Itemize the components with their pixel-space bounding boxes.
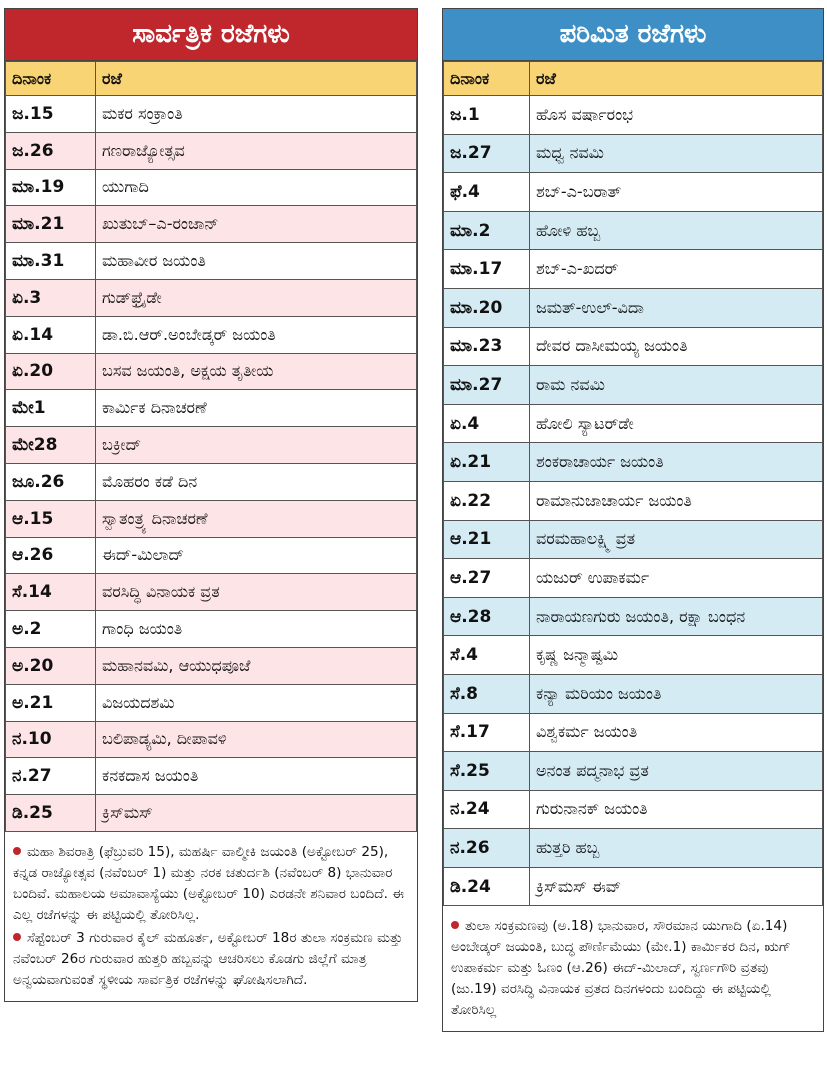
table-row xyxy=(444,173,823,212)
bullet-icon xyxy=(451,921,459,929)
holiday-name: ಗಾಂಧಿ ಜಯಂತಿ xyxy=(96,611,417,648)
bullet-icon xyxy=(13,933,21,941)
table-row xyxy=(444,636,823,675)
holiday-date: ಡಿ.25 xyxy=(6,795,96,832)
table-row xyxy=(444,559,823,598)
table-row xyxy=(444,520,823,559)
holiday-name: ಯುಗಾದಿ xyxy=(96,169,417,206)
table-header-row xyxy=(444,62,823,96)
table-row xyxy=(6,279,417,316)
holiday-column-header: ರಜೆ xyxy=(96,62,417,96)
holiday-date: ಸೆ.25 xyxy=(444,752,530,791)
general-holidays-table xyxy=(5,61,417,832)
holiday-date: ಅ.2 xyxy=(6,611,96,648)
holiday-name: ಗಣರಾಜ್ಯೋತ್ಸವ xyxy=(96,132,417,169)
holiday-date: ಮಾ.27 xyxy=(444,366,530,405)
restricted-holidays-notes xyxy=(443,906,823,1031)
note-item: ಮಹಾ ಶಿವರಾತ್ರಿ (ಫೆಬ್ರುವರಿ 15), ಮಹರ್ಷಿ ವಾಲ್ಮೀಕಿ ಜಯಂತಿ (ಅಕ್ಟೋಬರ್ 25), ಕನ್ನಡ ರಾಜ್ಯೋತ್ಸವ (ನವೆಂಬರ್ 1) ಮತ್ತು ನರಕ ಚತುರ್ದಶಿ (ನವೆಂಬರ್ 8) ಭಾನುವಾರ ಬಂದಿವೆ. ಮಹಾಲಯ ಅಮಾವಾಸ್ಯೆಯು (ಅಕ್ಟೋಬರ್ 10) ಎರಡನೇ ಶನಿವಾರ ಬಂದಿದೆ. ಈ ಎಲ್ಲ ರಜೆಗಳನ್ನು ಈ ಪಟ್ಟಿಯಲ್ಲಿ ತೋರಿಸಿಲ್ಲ. xyxy=(13,843,405,923)
holiday-name: ಖುತುಬ್‌–ಎ-ರಂಜಾನ್ xyxy=(96,206,417,243)
table-row xyxy=(6,721,417,758)
holiday-name: ರಾಮಾನುಜಾಚಾರ್ಯ ಜಯಂತಿ xyxy=(530,481,823,520)
table-row xyxy=(6,353,417,390)
holiday-date: ಜ.27 xyxy=(444,134,530,173)
holiday-date: ನ.24 xyxy=(444,790,530,829)
table-row xyxy=(444,404,823,443)
bullet-icon xyxy=(13,847,21,855)
holiday-date: ಮಾ.2 xyxy=(444,211,530,250)
holiday-name: ಮಹಾವೀರ ಜಯಂತಿ xyxy=(96,243,417,280)
general-holidays-panel xyxy=(4,8,418,1002)
table-row xyxy=(444,713,823,752)
table-row xyxy=(444,288,823,327)
table-row xyxy=(6,463,417,500)
table-row xyxy=(444,250,823,289)
holiday-name: ಕ್ರಿಸ್‌ಮಸ್ ಈವ್ xyxy=(530,867,823,906)
table-row xyxy=(444,867,823,906)
holiday-date: ಏ.4 xyxy=(444,404,530,443)
holiday-name: ಜಮತ್‌-ಉಲ್‌-ವಿದಾ xyxy=(530,288,823,327)
holiday-date: ಏ.22 xyxy=(444,481,530,520)
table-row xyxy=(444,597,823,636)
holiday-date: ಜ.1 xyxy=(444,96,530,135)
holiday-name: ಶಂಕರಾಚಾರ್ಯ ಜಯಂತಿ xyxy=(530,443,823,482)
holiday-name: ಹುತ್ತರಿ ಹಬ್ಬ xyxy=(530,829,823,868)
general-holidays-notes xyxy=(5,832,417,1001)
holiday-name: ಈದ್‌-ಮಿಲಾದ್ xyxy=(96,537,417,574)
holiday-name: ಯಜುರ್ ಉಪಾಕರ್ಮ xyxy=(530,559,823,598)
holiday-date: ಸೆ.8 xyxy=(444,674,530,713)
table-row xyxy=(444,674,823,713)
holiday-name: ಶಬ್‌-ಎ-ಖದರ್ xyxy=(530,250,823,289)
holiday-date: ಆ.27 xyxy=(444,559,530,598)
table-row xyxy=(6,206,417,243)
table-row xyxy=(444,96,823,135)
table-row xyxy=(6,243,417,280)
table-row xyxy=(6,96,417,133)
holiday-date: ಏ.14 xyxy=(6,316,96,353)
holiday-date: ಜ.26 xyxy=(6,132,96,169)
holiday-date: ಏ.3 xyxy=(6,279,96,316)
holiday-name: ಡಾ.ಬಿ.ಆರ್.ಅಂಬೇಡ್ಕರ್ ಜಯಂತಿ xyxy=(96,316,417,353)
table-row xyxy=(444,134,823,173)
holiday-name: ವಿಶ್ವಕರ್ಮ ಜಯಂತಿ xyxy=(530,713,823,752)
holiday-name: ಮಧ್ವ ನವಮಿ xyxy=(530,134,823,173)
holiday-date: ಆ.21 xyxy=(444,520,530,559)
holiday-date: ಏ.21 xyxy=(444,443,530,482)
holiday-date: ಏ.20 xyxy=(6,353,96,390)
table-row xyxy=(6,758,417,795)
holiday-date: ಮೇ1 xyxy=(6,390,96,427)
table-row xyxy=(6,390,417,427)
holiday-name: ಮಕರ ಸಂಕ್ರಾಂತಿ xyxy=(96,96,417,133)
date-column-header: ದಿನಾಂಕ xyxy=(6,62,96,96)
holiday-date: ಅ.20 xyxy=(6,647,96,684)
holiday-date: ಮೇ28 xyxy=(6,427,96,464)
holiday-name: ವರಸಿದ್ಧಿ ವಿನಾಯಕ ವ್ರತ xyxy=(96,574,417,611)
table-row xyxy=(6,574,417,611)
holiday-date: ನ.26 xyxy=(444,829,530,868)
table-row xyxy=(444,327,823,366)
table-row xyxy=(444,211,823,250)
holiday-date: ಆ.26 xyxy=(6,537,96,574)
holiday-name: ವರಮಹಾಲಕ್ಷ್ಮಿ ವ್ರತ xyxy=(530,520,823,559)
table-row xyxy=(6,500,417,537)
table-row xyxy=(444,752,823,791)
holiday-date: ಮಾ.20 xyxy=(444,288,530,327)
holiday-date: ಆ.28 xyxy=(444,597,530,636)
holiday-date: ಸೆ.14 xyxy=(6,574,96,611)
holiday-date: ನ.10 xyxy=(6,721,96,758)
holiday-date: ಡಿ.24 xyxy=(444,867,530,906)
table-row xyxy=(6,537,417,574)
holiday-date: ಜ.15 xyxy=(6,96,96,133)
holiday-name: ಮೊಹರಂ ಕಡೆ ದಿನ xyxy=(96,463,417,500)
holiday-name: ಬಸವ ಜಯಂತಿ, ಅಕ್ಷಯ ತೃತೀಯ xyxy=(96,353,417,390)
holiday-date: ಫೆ.4 xyxy=(444,173,530,212)
holiday-name: ಹೋಳಿ ಹಬ್ಬ xyxy=(530,211,823,250)
table-row xyxy=(444,443,823,482)
holiday-name: ಕನಕದಾಸ ಜಯಂತಿ xyxy=(96,758,417,795)
holiday-date: ಸೆ.4 xyxy=(444,636,530,675)
restricted-holidays-panel xyxy=(442,8,824,1032)
holiday-name: ಕೃಷ್ಣ ಜನ್ಮಾಷ್ಟಮಿ xyxy=(530,636,823,675)
holiday-name: ಗುಡ್‌ಫ್ರೈಡೇ xyxy=(96,279,417,316)
holiday-name: ಅನಂತ ಪದ್ಮನಾಭ ವ್ರತ xyxy=(530,752,823,791)
restricted-holidays-table xyxy=(443,61,823,906)
table-row xyxy=(6,427,417,464)
holiday-name: ಶಬ್‌-ಎ-ಬರಾತ್ xyxy=(530,173,823,212)
table-row xyxy=(444,481,823,520)
holiday-date: ಸೆ.17 xyxy=(444,713,530,752)
holiday-column-header: ರಜೆ xyxy=(530,62,823,96)
table-row xyxy=(444,829,823,868)
holiday-date: ಮಾ.21 xyxy=(6,206,96,243)
table-row xyxy=(6,795,417,832)
holiday-name: ನಾರಾಯಣಗುರು ಜಯಂತಿ, ರಕ್ಷಾ ಬಂಧನ xyxy=(530,597,823,636)
table-row xyxy=(6,647,417,684)
table-row xyxy=(444,366,823,405)
table-row xyxy=(6,611,417,648)
holiday-name: ಹೊಸ ವರ್ಷಾರಂಭ xyxy=(530,96,823,135)
holiday-name: ಕನ್ಯಾ ಮರಿಯಂ ಜಯಂತಿ xyxy=(530,674,823,713)
holiday-name: ಕಾರ್ಮಿಕ ದಿನಾಚರಣೆ xyxy=(96,390,417,427)
holiday-name: ಹೋಲಿ ಸ್ಯಾಟರ್‌ಡೇ xyxy=(530,404,823,443)
restricted-holidays-title: ಪರಿಮಿತ ರಜೆಗಳು xyxy=(443,9,823,61)
holiday-name: ಕ್ರಿಸ್‌ಮಸ್ xyxy=(96,795,417,832)
holiday-date: ಮಾ.19 xyxy=(6,169,96,206)
general-holidays-title: ಸಾರ್ವತ್ರಿಕ ರಜೆಗಳು xyxy=(5,9,417,61)
holiday-date: ನ.27 xyxy=(6,758,96,795)
note-item: ತುಲಾ ಸಂಕ್ರಮಣವು (ಅ.18) ಭಾನುವಾರ, ಸೌರಮಾನ ಯುಗಾದಿ (ಏ.14) ಅಂಬೇಡ್ಕರ್ ಜಯಂತಿ, ಬುದ್ಧ ಪೌರ್ಣಿಮೆಯು (ಮೇ.1) ಕಾರ್ಮಿಕರ ದಿನ, ಋಗ್ ಉಪಾಕರ್ಮ ಮತ್ತು ಓಣಂ (ಆ.26) ಈದ್‌-ಮಿಲಾದ್, ಸ್ವರ್ಣಗೌರಿ ವ್ರತವು (ಜು.19) ವರಸಿದ್ಧಿ ವಿನಾಯಕ ವ್ರತದ ದಿನಗಳಂದು ಬಂದಿದ್ದು ಈ ಪಟ್ಟಿಯಲ್ಲಿ ತೋರಿಸಿಲ್ಲ xyxy=(451,918,791,1019)
table-row xyxy=(6,169,417,206)
holiday-date: ಆ.15 xyxy=(6,500,96,537)
holiday-name: ಬಲಿಪಾಡ್ಯಮಿ, ದೀಪಾವಳಿ xyxy=(96,721,417,758)
holiday-date: ಮಾ.31 xyxy=(6,243,96,280)
holiday-name: ದೇವರ ದಾಸೀಮಯ್ಯ ಜಯಂತಿ xyxy=(530,327,823,366)
holiday-date: ಜೂ.26 xyxy=(6,463,96,500)
holiday-name: ಸ್ವಾತಂತ್ರ್ಯ ದಿನಾಚರಣೆ xyxy=(96,500,417,537)
holiday-name: ಗುರುನಾನಕ್ ಜಯಂತಿ xyxy=(530,790,823,829)
holiday-date: ಮಾ.23 xyxy=(444,327,530,366)
table-row xyxy=(6,132,417,169)
note-item: ಸೆಪ್ಟೆಂಬರ್ 3 ಗುರುವಾರ ಕೈಲ್ ಮಹೂರ್ತ, ಅಕ್ಟೋಬರ್ 18ರ ತುಲಾ ಸಂಕ್ರಮಣ ಮತ್ತು ನವೆಂಬರ್ 26ರ ಗುರುವಾರ ಹುತ್ತರಿ ಹಬ್ಬವನ್ನು ಆಚರಿಸಲು ಕೊಡಗು ಜಿಲ್ಲೆಗೆ ಮಾತ್ರ ಅನ್ವಯವಾಗುವಂತೆ ಸ್ಥಳೀಯ ಸಾರ್ವತ್ರಿಕ ರಜೆಗಳನ್ನು ಘೋಷಿಸಲಾಗಿದೆ. xyxy=(13,929,403,988)
table-header-row xyxy=(6,62,417,96)
date-column-header: ದಿನಾಂಕ xyxy=(444,62,530,96)
table-row xyxy=(6,684,417,721)
table-row xyxy=(444,790,823,829)
table-row xyxy=(6,316,417,353)
holiday-name: ಬಕ್ರೀದ್ xyxy=(96,427,417,464)
holiday-date: ಮಾ.17 xyxy=(444,250,530,289)
holiday-name: ರಾಮ ನವಮಿ xyxy=(530,366,823,405)
holiday-name: ಮಹಾನವಮಿ, ಆಯುಧಪೂಜೆ xyxy=(96,647,417,684)
holiday-date: ಅ.21 xyxy=(6,684,96,721)
holiday-name: ವಿಜಯದಶಮಿ xyxy=(96,684,417,721)
